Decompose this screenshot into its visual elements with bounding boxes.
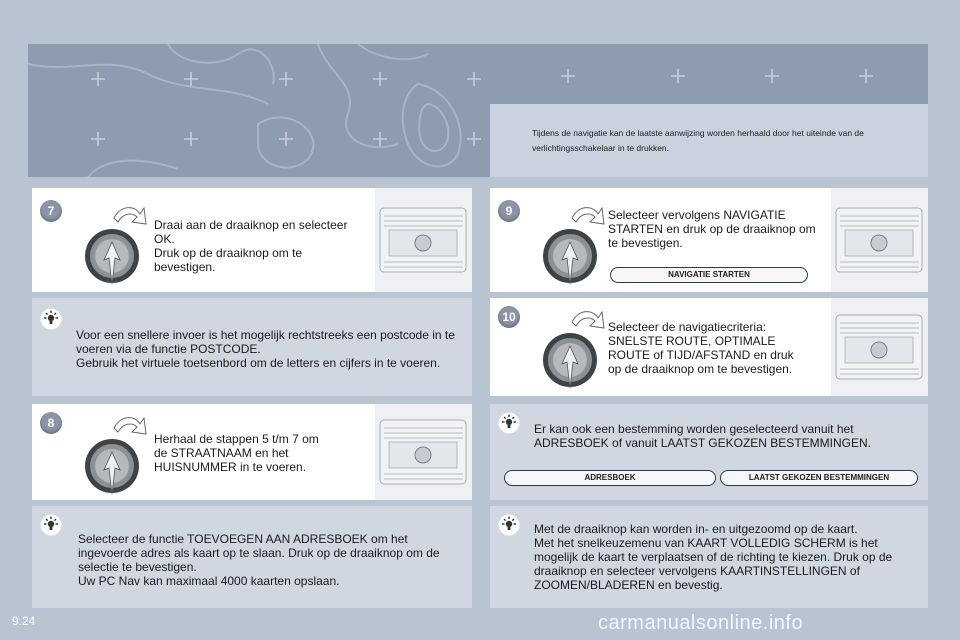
- page-number: 9.24: [12, 614, 36, 628]
- plus-pattern: [488, 44, 928, 104]
- lightbulb-tip-icon: [498, 514, 520, 536]
- rotary-knob-icon: [538, 202, 610, 286]
- device-thumbnail: [831, 188, 928, 292]
- step-10-panel: [490, 298, 928, 396]
- laatst-gekozen-bestemmingen-button[interactable]: LAATST GEKOZEN BESTEMMINGEN: [720, 470, 918, 486]
- tip-destination-source-panel: [490, 404, 928, 500]
- tip-addressbook-save-panel: [32, 506, 472, 608]
- step-number-badge: 9: [498, 200, 520, 222]
- tip-postcode-panel: [32, 298, 472, 396]
- note-text: Tijdens de navigatie kan de laatste aanwijzing worden herhaald door het uiteinde van de verlichtingsschakelaar in te drukken.: [532, 128, 864, 153]
- tip-destination-source-text: Er kan ook een bestemming worden geselecteerd vanuit het ADRESBOEK of vanuit LAATST GEKOZEN BESTEMMINGEN.: [534, 422, 871, 450]
- contour-map-illustration: [28, 44, 488, 177]
- step-9-text: Selecteer vervolgens NAVIGATIE STARTEN en druk op de draaiknop om te bevestigen.: [608, 208, 816, 250]
- device-thumbnail: [375, 404, 472, 500]
- rotary-knob-icon: [538, 306, 610, 390]
- lightbulb-tip-icon: [40, 308, 62, 330]
- step-number-badge: 10: [498, 306, 520, 328]
- step-7-text: Draai aan de draaiknop en selecteer OK. Druk op de draaiknop om te bevestigen.: [154, 218, 348, 274]
- step-8-text: Herhaal de stappen 5 t/m 7 om de STRAATNAAM en het HUISNUMMER in te voeren.: [154, 432, 319, 474]
- device-thumbnail: [831, 298, 928, 396]
- lightbulb-tip-icon: [40, 514, 62, 536]
- rotary-knob-icon: [80, 412, 152, 496]
- step-number-badge: 8: [40, 412, 62, 434]
- navigatie-starten-button[interactable]: NAVIGATIE STARTEN: [610, 267, 808, 283]
- lightbulb-tip-icon: [498, 412, 520, 434]
- step-8-panel: [32, 404, 472, 500]
- step-9-panel: [490, 188, 928, 292]
- step-number-badge: 7: [40, 200, 62, 222]
- tip-map-zoom-panel: [490, 506, 928, 608]
- device-thumbnail: [375, 188, 472, 292]
- tip-map-zoom-text: Met de draaiknop kan worden in- en uitgezoomd op de kaart. Met het snelkeuzemenu van KAART VOLLEDIG SCHERM is het mogelijk de kaart te verplaatsen of de richting te kiezen. Druk op de draaiknop en selecteer vervolgens KAARTINSTELLINGEN of ZOOMEN/BLADEREN en bevestig.: [534, 522, 893, 592]
- rotary-knob-icon: [80, 202, 152, 286]
- step-10-text: Selecteer de navigatiecriteria: SNELSTE ROUTE, OPTIMALE ROUTE of TIJD/AFSTAND en druk op de draaiknop om te bevestigen.: [608, 320, 794, 376]
- tip-addressbook-save-text: Selecteer de functie TOEVOEGEN AAN ADRESBOEK om het ingevoerde adres als kaart op te slaan. Druk op de draaiknop om de selectie te bevestigen. Uw PC Nav kan maximaal 4000 kaarten opslaan.: [78, 532, 440, 588]
- navigation-repeat-note: [490, 104, 928, 177]
- adresboek-button[interactable]: ADRESBOEK: [504, 470, 716, 486]
- tip-postcode-text: Voor een snellere invoer is het mogelijk rechtstreeks een postcode in te voeren via de functie POSTCODE. Gebruik het virtuele toetsenbord om de letters en cijfers in te voeren.: [76, 328, 455, 370]
- watermark: carmanualsonline.info: [598, 612, 804, 634]
- step-7-panel: [32, 188, 472, 292]
